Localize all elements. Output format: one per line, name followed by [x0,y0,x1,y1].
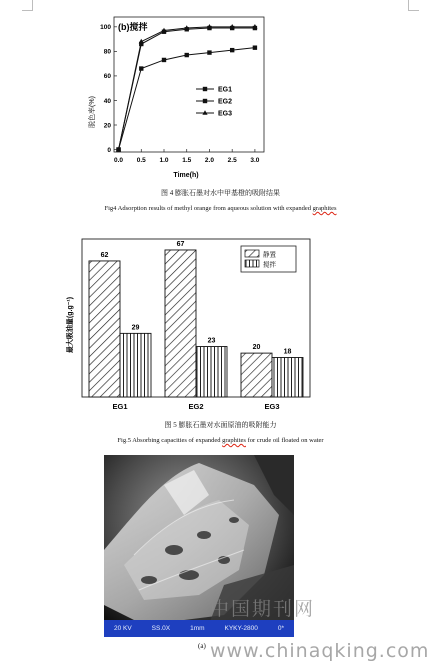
figure-4-ylabel: 脱色率(%) [89,96,96,128]
y-tick-label: 0 [107,146,111,154]
figure-5-caption-en [0,436,441,445]
figure-5-caption-cn: 图 5 膨胀石墨对水面原油的吸附能力 [164,421,277,429]
legend-label: 搅拌 [263,261,276,269]
data-point-eg2 [253,45,257,49]
data-point-eg2 [207,50,211,54]
figure-5-chart [0,225,441,410]
sem-info-bar [104,620,294,637]
bar-data-label: 67 [176,240,185,248]
figure-4-xlabel: Time(h) [173,172,199,179]
watermark-url: www.chinaqking.com [210,640,430,662]
bar-eg2-stirred [196,347,227,397]
legend-label-eg2: EG2 [218,98,233,106]
figure-4-caption-cn: 图 4 膨胀石墨对水中甲基橙的吸附结果 [161,189,280,197]
figure-4-caption-en-text: Fig4 Adsorption results of methyl orange from aqueous solution with expanded [104,205,313,212]
legend-marker-eg2 [203,99,207,103]
bar-data-label: 18 [283,348,292,356]
y-tick-label: 40 [103,97,111,105]
y-tick-label: 100 [100,24,111,32]
series-line-eg2 [119,48,255,150]
figure-4-caption-en-word: graphites [312,205,337,212]
legend-label: 静置 [263,251,276,259]
x-category-label: EG2 [188,402,204,410]
series-line-eg3 [119,27,255,150]
data-point-eg2 [139,66,143,70]
x-tick-label: 1.0 [159,157,169,164]
y-tick-label: 60 [103,73,111,81]
watermark-logo: 中国期刊网 [210,598,316,620]
figure-4-chart [0,0,441,180]
series-line-eg1 [119,28,255,150]
figure-5 [0,225,441,450]
data-point-eg2 [230,48,234,52]
legend-swatch [245,260,259,267]
x-tick-label: 2.0 [204,157,214,164]
legend-swatch [245,250,259,257]
bar-data-label: 29 [131,324,140,332]
x-category-label: EG1 [112,402,128,410]
bar-data-label: 20 [252,344,261,352]
x-tick-label: 1.5 [182,157,192,164]
x-category-label: EG3 [264,402,280,410]
figure-4 [0,0,441,220]
x-tick-label: 0.5 [136,157,146,164]
legend-marker-eg1 [203,87,207,91]
sem-scale: 1mm [190,625,205,632]
bar-eg3-static [241,353,272,397]
figure-6-panel-label: (a) [198,642,206,650]
figure-5-caption-en-text: Fig.5 Absorbing capacities of expanded [117,437,223,444]
y-tick-label: 80 [103,48,111,56]
bar-eg3-stirred [272,358,303,398]
sem-voltage: 20 KV [113,625,132,632]
x-tick-label: 2.5 [227,157,237,164]
figure-4-caption-en [0,204,441,213]
x-tick-label: 3.0 [250,157,260,164]
bar-eg1-static [89,261,120,397]
data-point-eg2 [162,58,166,62]
legend-label-eg1: EG1 [218,86,233,94]
y-tick-label: 20 [103,122,111,130]
bar-data-label: 23 [207,337,216,345]
bar-eg1-stirred [120,333,151,397]
bar-eg2-static [165,250,196,397]
figure-5-ylabel: 最大吸油量(g.g⁻¹) [67,296,74,354]
x-tick-label: 0.0 [114,157,124,164]
figure-4-panel-tag: (b)搅拌 [118,22,148,32]
legend-label-eg3: EG3 [218,110,233,118]
figure-5-caption-en-word: graphites [222,437,246,444]
sem-extra: 0* [277,625,284,632]
sem-magnification: SS.0X [151,625,171,632]
data-point-eg2 [185,53,189,57]
figure-5-caption-en-suffix: for crude oil floated on water [245,437,324,444]
bar-data-label: 62 [100,251,109,259]
sem-instrument: KYKY-2800 [224,625,258,632]
